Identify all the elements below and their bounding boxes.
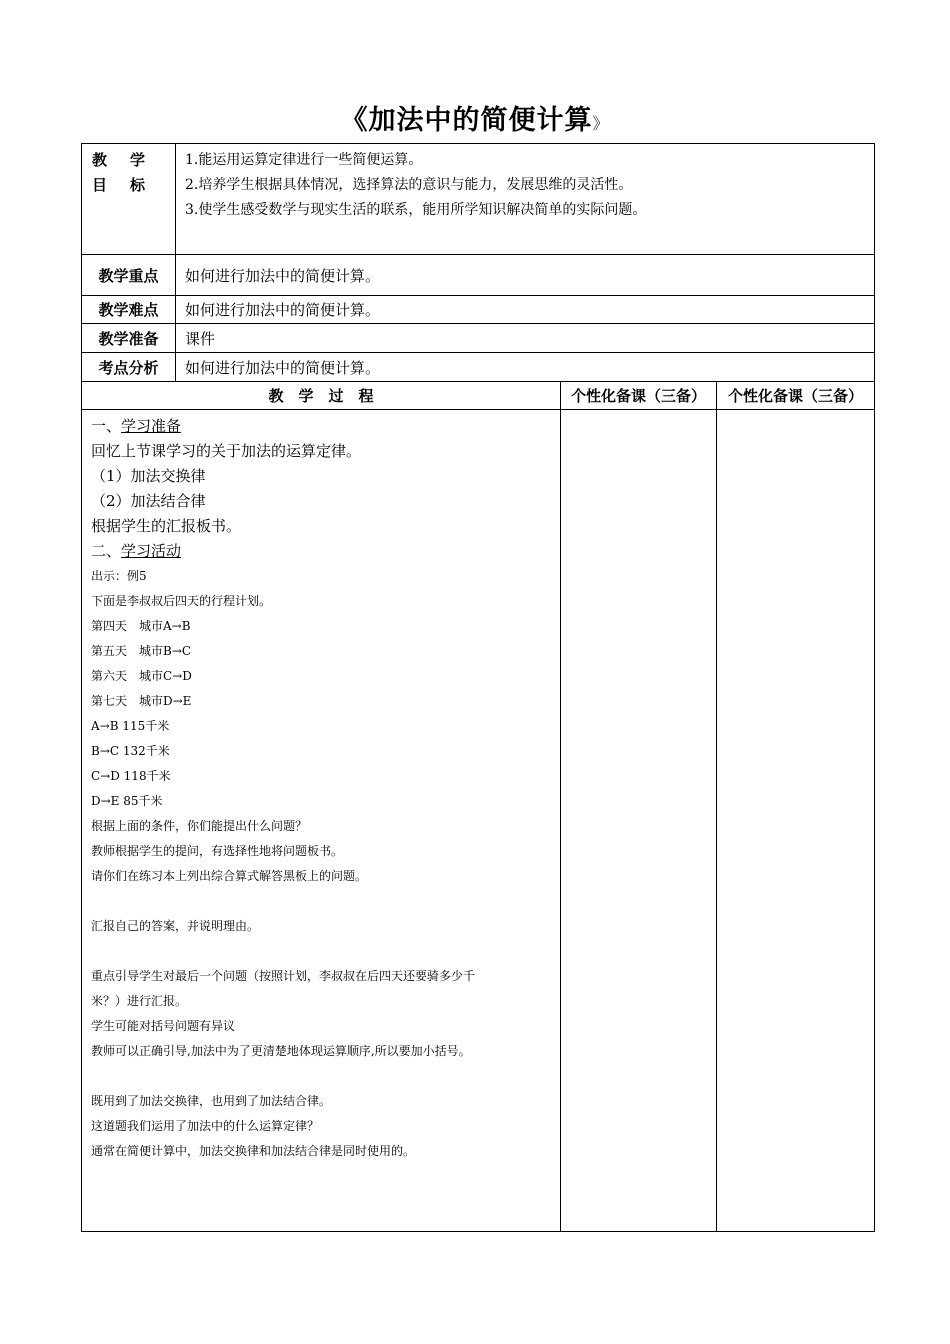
lesson-plan-table [81,143,875,1232]
preparation-value: 课件 [176,324,875,353]
section-heading: 一、学习准备 [91,417,182,435]
process-line: 教师根据学生的提问，有选择性地将问题板书。 [91,844,344,858]
process-line: 学生可能对括号问题有异议 [91,1019,236,1033]
process-line: （2）加法结合律 [91,492,206,510]
goals-label: 教 学 目 标 [82,144,176,255]
process-line: B→C 132千米 [91,744,170,758]
process-line: 教师可以正确引导,加法中为了更清楚地体现运算顺序,所以要加小括号。 [91,1044,471,1058]
focus-label: 教学重点 [82,255,176,296]
process-line: 重点引导学生对最后一个问题（按照计划，李叔叔在后四天还要骑多少千 [91,969,476,983]
personal-prep-cell [561,410,717,1232]
process-content [82,410,561,1232]
analysis-value: 如何进行加法中的简便计算。 [176,353,875,382]
process-line: 出示：例5 [91,569,147,583]
process-line: 第六天 城市C→D [91,669,192,683]
process-row [82,410,875,1232]
process-line: 下面是李叔叔后四天的行程计划。 [91,594,272,608]
process-header-row [82,382,875,410]
goals-row [82,144,875,255]
process-line: 回忆上节课学习的关于加法的运算定律。 [91,442,362,460]
difficulty-label: 教学难点 [82,296,176,324]
focus-row [82,255,875,296]
process-line: 第五天 城市B→C [91,644,192,658]
goals-list [176,144,875,255]
focus-value: 如何进行加法中的简便计算。 [176,255,875,296]
process-header: 教 学 过 程 [82,382,561,410]
personal-prep-header: 个性化备课（三备） [717,382,875,410]
process-line: 米？）进行汇报。 [91,994,188,1008]
analysis-label: 考点分析 [82,353,176,382]
process-line: （1）加法交换律 [91,467,206,485]
process-line: 既用到了加法交换律，也用到了加法结合律。 [91,1094,332,1108]
goal-item: 1.能运用运算定律进行一些简便运算。 [185,152,423,168]
difficulty-row [82,296,875,324]
process-line: C→D 118千米 [91,769,171,783]
process-line: A→B 115千米 [91,719,170,733]
process-line: 这道题我们运用了加法中的什么运算定律？ [91,1119,320,1133]
process-line: 根据上面的条件，你们能提出什么问题？ [91,819,308,833]
title-text: 《加法中的简便计算 [340,105,593,136]
personal-prep-header: 个性化备课（三备） [561,382,717,410]
goal-item: 2.培养学生根据具体情况，选择算法的意识与能力，发展思维的灵活性。 [185,177,633,193]
difficulty-value: 如何进行加法中的简便计算。 [176,296,875,324]
process-line: D→E 85千米 [91,794,163,808]
process-line: 汇报自己的答案，并说明理由。 [91,919,260,933]
analysis-row [82,353,875,382]
preparation-row [82,324,875,353]
process-line: 通常在简便计算中，加法交换律和加法结合律是同时使用的。 [91,1144,416,1158]
title-close-quote: 》 [592,114,610,133]
goal-item: 3.使学生感受数学与现实生活的联系，能用所学知识解决简单的实际问题。 [185,202,647,218]
process-line: 根据学生的汇报板书。 [91,517,242,535]
personal-prep-cell [717,410,875,1232]
process-line: 第四天 城市A→B [91,619,191,633]
section-heading: 二、学习活动 [91,542,182,560]
process-line: 第七天 城市D→E [91,694,192,708]
preparation-label: 教学准备 [82,324,176,353]
page-title [0,98,950,137]
process-line: 请你们在练习本上列出综合算式解答黑板上的问题。 [91,869,368,883]
